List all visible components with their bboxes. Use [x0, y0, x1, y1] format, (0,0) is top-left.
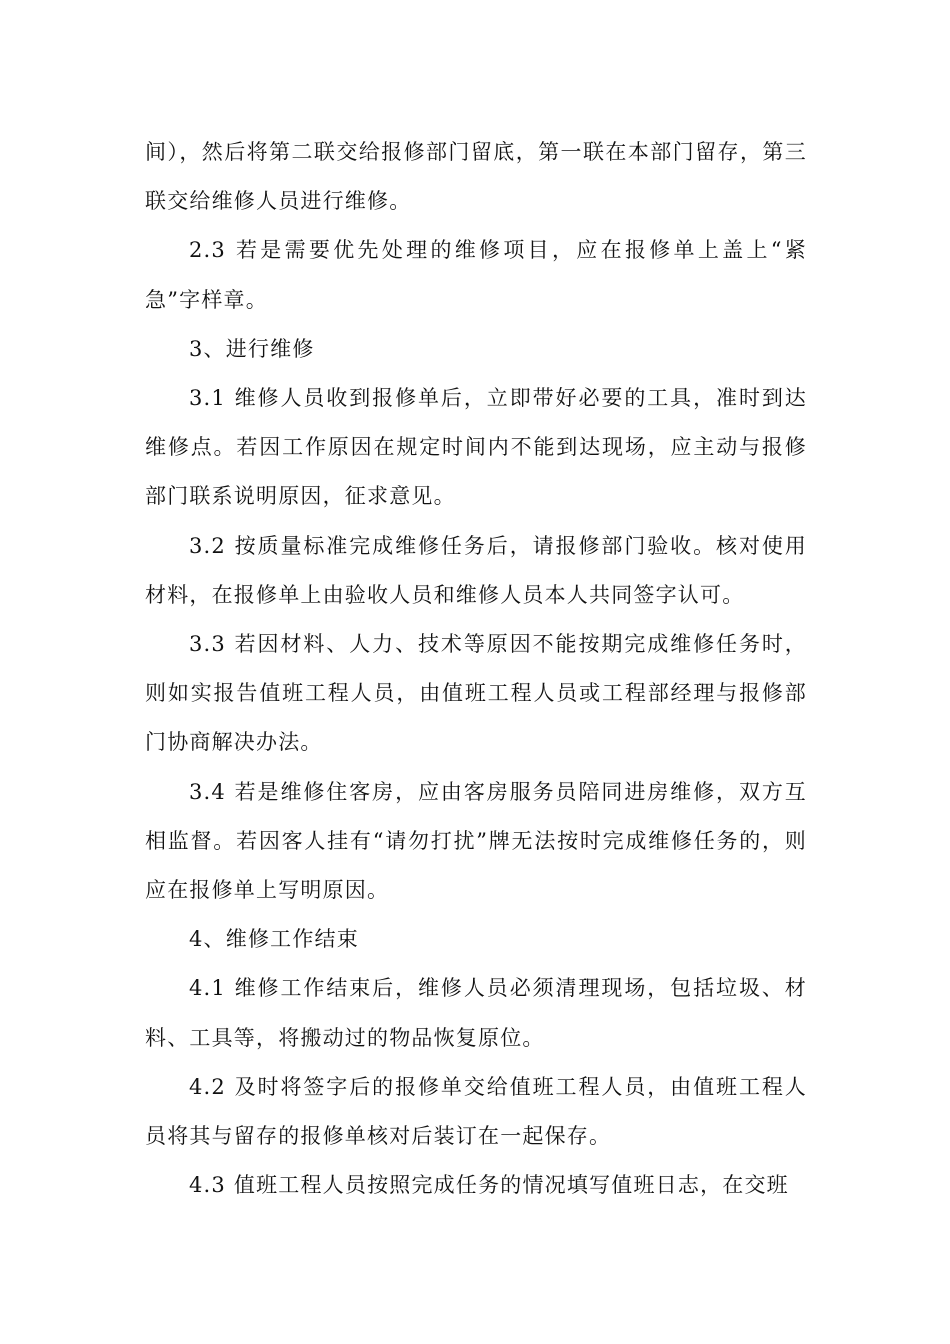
paragraph-3-1: 3.1 维修人员收到报修单后，立即带好必要的工具，准时到达维修点。若因工作原因在规定时间内不能到达现场，应主动与报修部门联系说明原因，征求意见。 — [145, 386, 807, 509]
paragraph-4-2: 4.2 及时将签字后的报修单交给值班工程人员，由值班工程人员将其与留存的报修单核对后装订在一起保存。 — [145, 1074, 807, 1149]
paragraph-continuation: 间），然后将第二联交给报修部门留底，第一联在本部门留存，第三联交给维修人员进行维修。 — [145, 140, 807, 214]
document-body — [145, 128, 807, 1210]
section-heading-3: 3、进行维修 — [189, 336, 315, 361]
paragraph-3-2: 3.2 按质量标准完成维修任务后，请报修部门验收。核对使用材料，在报修单上由验收人员和维修人员本人共同签字认可。 — [145, 533, 807, 607]
paragraph-3-3: 3.3 若因材料、人力、技术等原因不能按期完成维修任务时，则如实报告值班工程人员，由值班工程人员或工程部经理与报修部门协商解决办法。 — [145, 632, 807, 755]
paragraph-4-3: 4.3 值班工程人员按照完成任务的情况填写值班日志，在交班 — [189, 1173, 789, 1198]
paragraph-3-4: 3.4 若是维修住客房，应由客房服务员陪同进房维修，双方互相监督。若因客人挂有“请勿打扰”牌无法按时完成维修任务的，则应在报修单上写明原因。 — [145, 779, 807, 903]
paragraph-4-1: 4.1 维修工作结束后，维修人员必须清理现场，包括垃圾、材料、工具等，将搬动过的物品恢复原位。 — [145, 976, 807, 1050]
paragraph-2-3: 2.3 若是需要优先处理的维修项目，应在报修单上盖上“紧急”字样章。 — [145, 238, 807, 312]
section-heading-4: 4、维修工作结束 — [189, 927, 359, 952]
